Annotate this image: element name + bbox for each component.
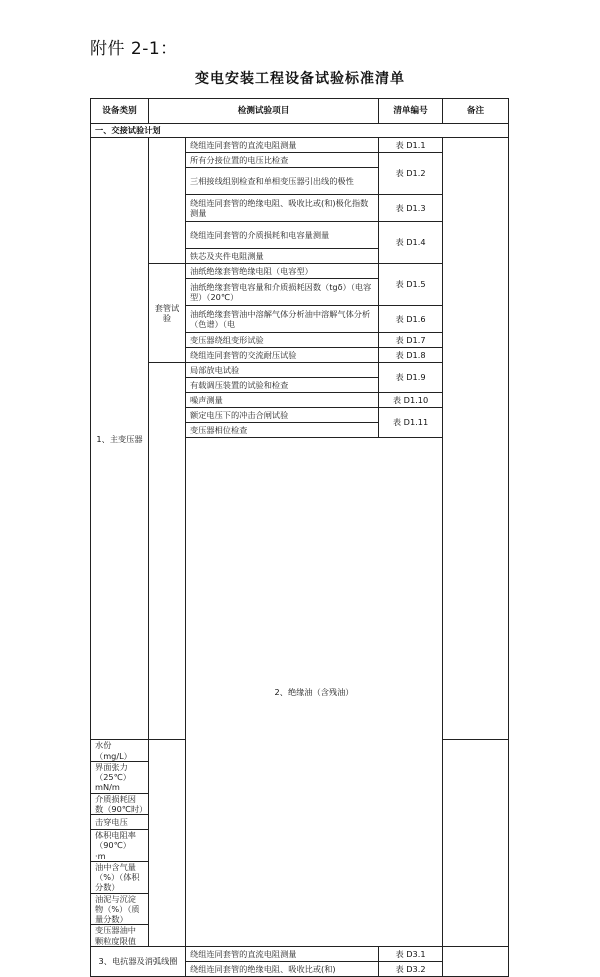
test-item: 变压器绕组变形试验: [186, 333, 379, 348]
header-list-no: 清单编号: [379, 99, 443, 124]
section-title: 一、交接试验计划: [91, 124, 509, 138]
list-code: 表 D1.8: [379, 348, 443, 363]
test-item: 绕组连同套管的介质损耗和电容量测量: [186, 222, 379, 249]
test-item: 油中含气量（%）（体积分数）: [91, 861, 149, 893]
list-code: 表 D1.1: [379, 138, 443, 153]
test-item: 额定电压下的冲击合闸试验: [186, 408, 379, 423]
test-item: 油泥与沉淀物（%）（质量分数）: [91, 893, 149, 925]
test-item: 绕组连同套管的直流电阻测量: [186, 946, 379, 961]
test-item: 油纸绝缘套管电容量和介质损耗因数（tgδ）（电容型）（20℃）: [186, 279, 379, 306]
remarks-cell: [443, 946, 509, 976]
list-code: 表 D1.2: [379, 153, 443, 195]
test-item: 绕组连同套管的直流电阻测量: [186, 138, 379, 153]
header-remarks: 备注: [443, 99, 509, 124]
test-item: 局部放电试验: [186, 363, 379, 378]
test-item: 水份（mg/L）: [91, 740, 149, 762]
test-item: 体积电阻率（90℃） ·m: [91, 830, 149, 862]
section-row: [91, 124, 509, 138]
sub-blank: [149, 363, 186, 740]
list-code: 表 D1.10: [379, 393, 443, 408]
test-item: 变压器油中颗粒度限值: [91, 925, 149, 947]
list-code: 表 D1.9: [379, 363, 443, 393]
test-item: 铁芯及夹件电阻测量: [186, 249, 379, 264]
list-code: 表 D1.5: [379, 264, 443, 306]
list-code: 表 D1.3: [379, 195, 443, 222]
sub-bushing: 套管试验: [149, 264, 186, 363]
list-code: 表 D3.1: [379, 946, 443, 961]
document-title: 变电安装工程设备试验标准清单: [195, 71, 405, 87]
remarks-cell: [443, 138, 509, 740]
category-insulating-oil: 2、绝缘油（含残油）: [186, 438, 443, 947]
header-test-item: 检测试验项目: [149, 99, 379, 124]
list-code: 表 D1.7: [379, 333, 443, 348]
test-item: 所有分接位置的电压比检查: [186, 153, 379, 168]
test-item: 绕组连同套管的交流耐压试验: [186, 348, 379, 363]
test-item: 变压器相位检查: [186, 423, 379, 438]
list-code: 表 D1.11: [379, 408, 443, 438]
attachment-label: 附件 2-1：: [90, 39, 178, 59]
test-item: 三相接线组别检查和单相变压器引出线的极性: [186, 168, 379, 195]
list-code: 表 D3.2: [379, 961, 443, 976]
sub-blank: [149, 138, 186, 264]
test-item: 有载调压装置的试验和检查: [186, 378, 379, 393]
table-row: [91, 946, 509, 961]
test-item: 绕组连同套管的绝缘电阻、吸收比或(和)极化指数测量: [186, 195, 379, 222]
category-transformer: 1、主变压器: [91, 138, 149, 740]
test-item: 介质损耗因数（90℃时）: [91, 793, 149, 815]
test-item: 油纸绝缘套管绝缘电阻（电容型）: [186, 264, 379, 279]
list-code: 表 D1.4: [379, 222, 443, 264]
list-code: 表 D1.6: [379, 306, 443, 333]
table-header-row: [91, 99, 509, 124]
test-item: 绕组连同套管的绝缘电阻、吸收比或(和): [186, 961, 379, 976]
test-item: 噪声测量: [186, 393, 379, 408]
test-item: 击穿电压: [91, 815, 149, 830]
table-row: [91, 138, 509, 153]
test-item: 界面张力（25℃）mN/m: [91, 761, 149, 793]
test-item: 油纸绝缘套管油中溶解气体分析油中溶解气体分析（色谱）（电: [186, 306, 379, 333]
header-category: 设备类别: [91, 99, 149, 124]
category-reactor: 3、电抗器及消弧线圈: [91, 946, 186, 976]
test-standard-table: [90, 98, 509, 977]
